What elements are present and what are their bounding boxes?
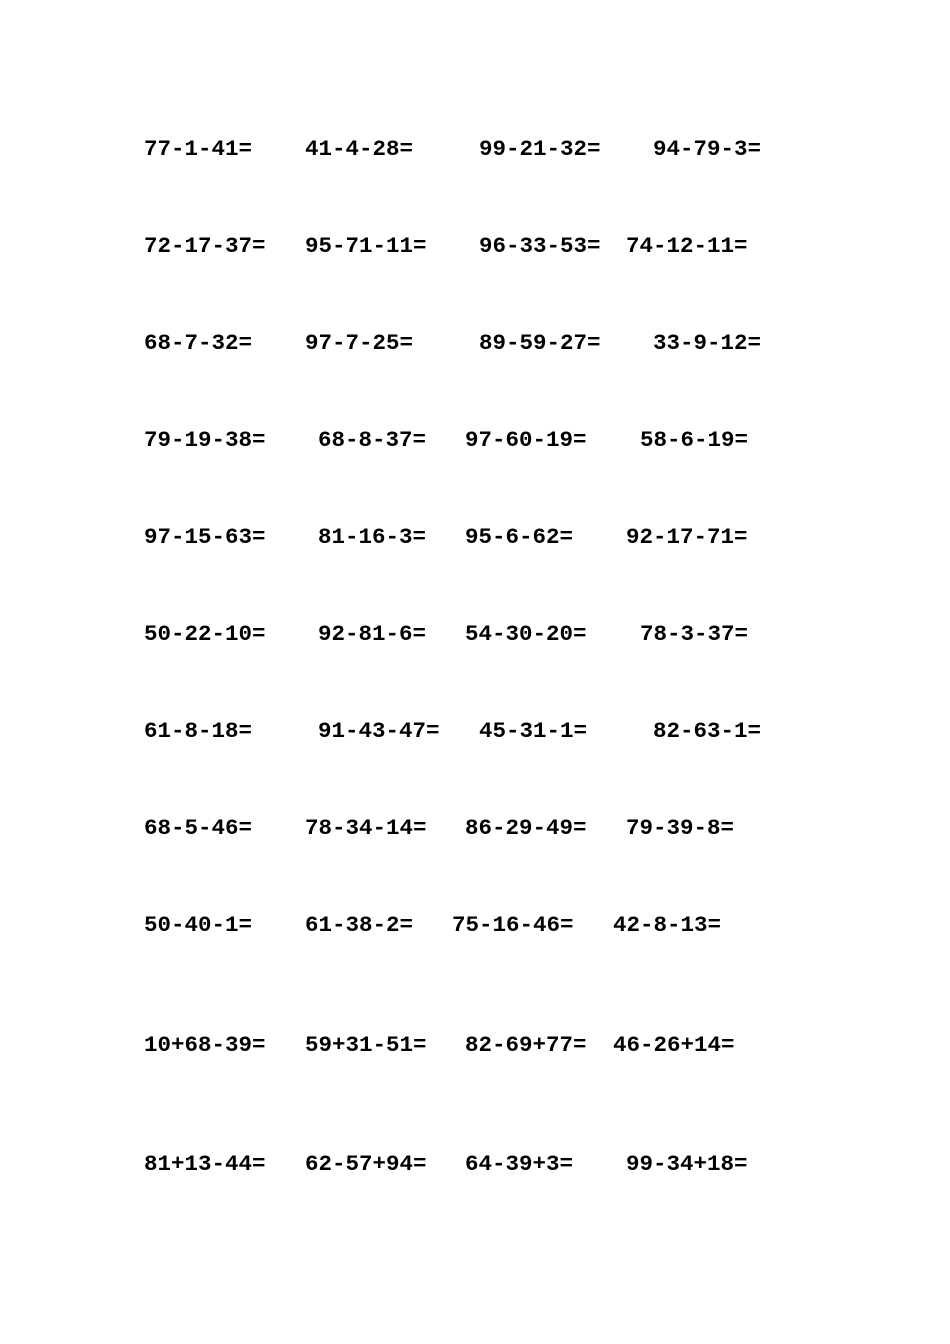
problem-r3-c3: 89-59-27= bbox=[479, 330, 601, 356]
problem-r4-c2: 68-8-37= bbox=[318, 427, 427, 453]
problem-r1-c2: 41-4-28= bbox=[305, 136, 414, 162]
problem-r10-c2: 59+31-51= bbox=[305, 1032, 427, 1058]
problem-r5-c1: 97-15-63= bbox=[144, 524, 266, 550]
problem-r1-c1: 77-1-41= bbox=[144, 136, 253, 162]
problem-r5-c3: 95-6-62= bbox=[465, 524, 574, 550]
problem-r2-c3: 96-33-53= bbox=[479, 233, 601, 259]
problem-r8-c2: 78-34-14= bbox=[305, 815, 427, 841]
problem-r4-c1: 79-19-38= bbox=[144, 427, 266, 453]
problem-r11-c1: 81+13-44= bbox=[144, 1151, 266, 1177]
problem-r3-c1: 68-7-32= bbox=[144, 330, 253, 356]
problem-r11-c4: 99-34+18= bbox=[626, 1151, 748, 1177]
problem-r9-c3: 75-16-46= bbox=[452, 912, 574, 938]
problem-r2-c1: 72-17-37= bbox=[144, 233, 266, 259]
problem-r11-c3: 64-39+3= bbox=[465, 1151, 574, 1177]
problem-r7-c4: 82-63-1= bbox=[653, 718, 762, 744]
problem-r1-c3: 99-21-32= bbox=[479, 136, 601, 162]
problem-r6-c4: 78-3-37= bbox=[640, 621, 749, 647]
problem-r8-c3: 86-29-49= bbox=[465, 815, 587, 841]
problem-r6-c2: 92-81-6= bbox=[318, 621, 427, 647]
problem-r8-c1: 68-5-46= bbox=[144, 815, 253, 841]
problem-r11-c2: 62-57+94= bbox=[305, 1151, 427, 1177]
problem-r4-c3: 97-60-19= bbox=[465, 427, 587, 453]
problem-r1-c4: 94-79-3= bbox=[653, 136, 762, 162]
problem-r7-c3: 45-31-1= bbox=[479, 718, 588, 744]
problem-r9-c4: 42-8-13= bbox=[613, 912, 722, 938]
problem-r10-c4: 46-26+14= bbox=[613, 1032, 735, 1058]
problem-r10-c3: 82-69+77= bbox=[465, 1032, 587, 1058]
problem-r6-c3: 54-30-20= bbox=[465, 621, 587, 647]
problem-r10-c1: 10+68-39= bbox=[144, 1032, 266, 1058]
problem-r5-c2: 81-16-3= bbox=[318, 524, 427, 550]
problem-r6-c1: 50-22-10= bbox=[144, 621, 266, 647]
problem-r9-c2: 61-38-2= bbox=[305, 912, 414, 938]
problem-r2-c2: 95-71-11= bbox=[305, 233, 427, 259]
problem-r9-c1: 50-40-1= bbox=[144, 912, 253, 938]
problem-r3-c2: 97-7-25= bbox=[305, 330, 414, 356]
problem-r3-c4: 33-9-12= bbox=[653, 330, 762, 356]
problem-r7-c1: 61-8-18= bbox=[144, 718, 253, 744]
problem-r8-c4: 79-39-8= bbox=[626, 815, 735, 841]
problem-r5-c4: 92-17-71= bbox=[626, 524, 748, 550]
problem-r4-c4: 58-6-19= bbox=[640, 427, 749, 453]
problem-r2-c4: 74-12-11= bbox=[626, 233, 748, 259]
problem-r7-c2: 91-43-47= bbox=[318, 718, 440, 744]
